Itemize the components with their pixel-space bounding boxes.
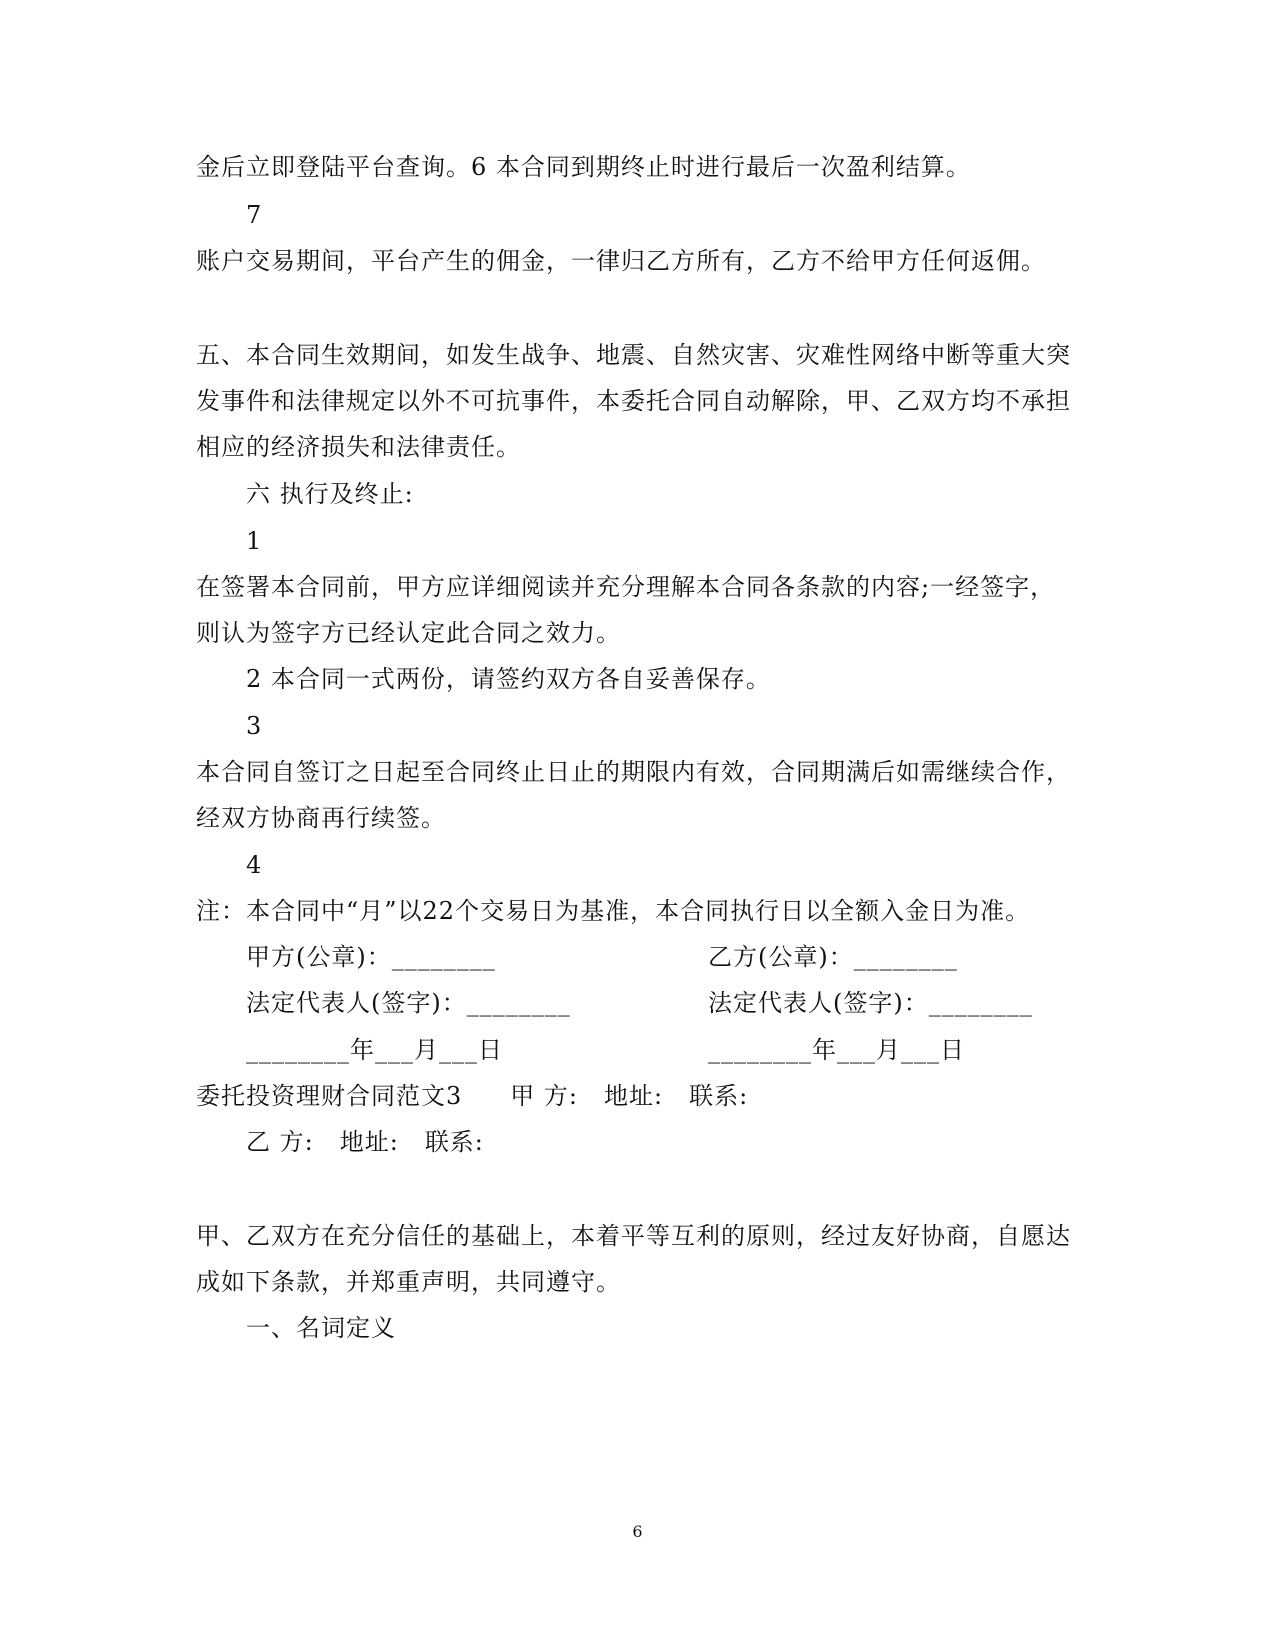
section-heading: 六 执行及终止: bbox=[246, 480, 414, 508]
party-a-seal-field: 甲方(公章)：________ bbox=[246, 943, 496, 971]
party-a-contact-label: 联系: bbox=[689, 1082, 749, 1110]
contract-title: 委托投资理财合同范文3 bbox=[196, 1082, 463, 1110]
paragraph-line: 甲、乙双方在充分信任的基础上，本着平等互利的原则，经过友好协商，自愿达 bbox=[196, 1222, 1071, 1250]
party-a-date-field: ________年___月___日 bbox=[246, 1036, 503, 1064]
paragraph-line: 2 本合同一式两份，请签约双方各自妥善保存。 bbox=[246, 665, 771, 693]
paragraph-line: 发事件和法律规定以外不可抗事件，本委托合同自动解除，甲、乙双方均不承担 bbox=[196, 387, 1071, 415]
paragraph-line: 账户交易期间，平台产生的佣金，一律归乙方所有，乙方不给甲方任何返佣。 bbox=[196, 247, 1046, 275]
note-line: 注：本合同中“月”以22个交易日为基准，本合同执行日以全额入金日为准。 bbox=[196, 897, 1031, 925]
paragraph-line: 五、本合同生效期间，如发生战争、地震、自然灾害、灾难性网络中断等重大突 bbox=[196, 341, 1071, 369]
paragraph-line: 本合同自签订之日起至合同终止日止的期限内有效，合同期满后如需继续合作， bbox=[196, 758, 1071, 786]
item-number: 3 bbox=[246, 712, 263, 740]
paragraph-line: 相应的经济损失和法律责任。 bbox=[196, 433, 521, 461]
page-number: 6 bbox=[632, 1522, 643, 1541]
paragraph-line: 则认为签字方已经认定此合同之效力。 bbox=[196, 619, 621, 647]
paragraph-line: 经双方协商再行续签。 bbox=[196, 804, 446, 832]
paragraph-line: 在签署本合同前，甲方应详细阅读并充分理解本合同各条款的内容;一经签字， bbox=[196, 573, 1056, 601]
party-b-label: 乙 方: bbox=[246, 1128, 314, 1156]
party-b-info-line bbox=[246, 1127, 484, 1157]
party-b-representative-field: 法定代表人(签字)：________ bbox=[708, 989, 1033, 1017]
party-b-date-field: ________年___月___日 bbox=[708, 1036, 965, 1064]
paragraph-line: 成如下条款，并郑重声明，共同遵守。 bbox=[196, 1268, 621, 1296]
party-a-representative-field: 法定代表人(签字)：________ bbox=[246, 989, 571, 1017]
party-b-contact-label: 联系: bbox=[424, 1128, 484, 1156]
next-contract-header bbox=[196, 1081, 748, 1111]
item-number: 7 bbox=[246, 201, 263, 229]
section-heading: 一、名词定义 bbox=[246, 1314, 396, 1342]
paragraph-line: 金后立即登陆平台查询。6 本合同到期终止时进行最后一次盈利结算。 bbox=[196, 153, 971, 181]
item-number: 1 bbox=[246, 527, 263, 555]
party-b-seal-field: 乙方(公章)：________ bbox=[708, 943, 958, 971]
item-number: 4 bbox=[246, 851, 263, 879]
party-a-address-label: 地址: bbox=[604, 1082, 664, 1110]
party-b-address-label: 地址: bbox=[339, 1128, 399, 1156]
party-a-label: 甲 方: bbox=[510, 1082, 578, 1110]
